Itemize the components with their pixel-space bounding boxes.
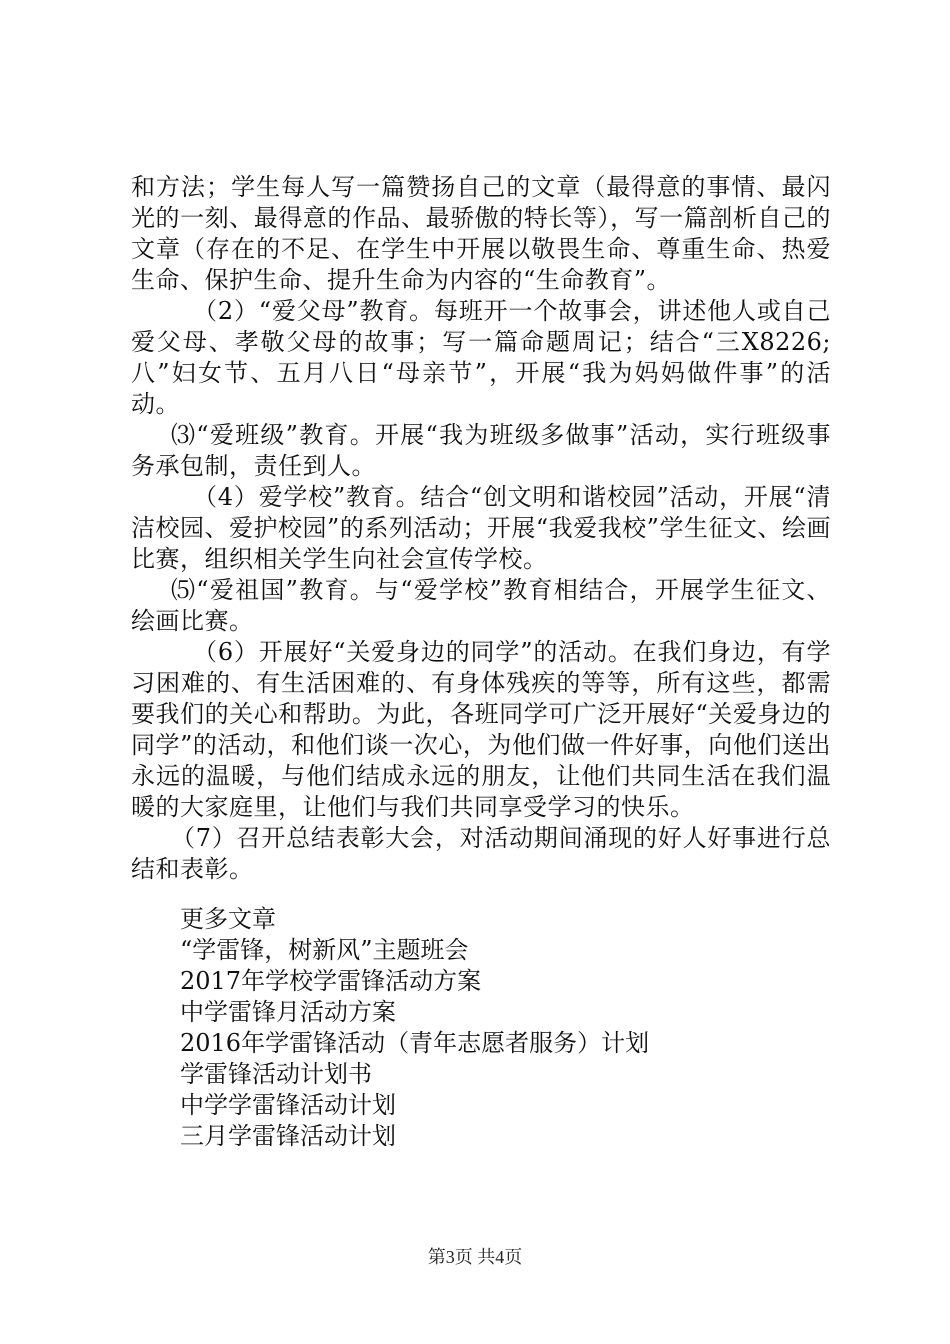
paragraph-intro: 和方法；学生每人写一篇赞扬自己的文章（最得意的事情、最闪光的一刻、最得意的作品、最骄傲的特长等），写一篇剖析自己的文章（存在的不足、在学生中开展以敬畏生命、尊重生命、热爱生命、保护生命、提升生命为内容的“生命教育”。 xyxy=(131,173,831,294)
more-articles-heading: 更多文章 xyxy=(180,905,276,933)
paragraph-care-classmates: （6）开展好“关爱身边的同学”的活动。在我们身边，有学习困难的、有生活困难的、有身体残疾的等等，所有这些，都需要我们的关心和帮助。为此，各班同学可广泛开展好“关爱身边的同学”的活动，和他们谈一次心，为他们做一件好事，向他们送出永远的温暖，与他们结成永远的朋友，让他们共同生活在我们温暖的大家庭里，让他们与我们共同享受学习的快乐。 xyxy=(131,638,831,821)
article-link[interactable]: 2016年学雷锋活动（青年志愿者服务）计划 xyxy=(180,1029,650,1057)
paragraph-love-school: （4）爱学校”教育。结合“创文明和谐校园”活动，开展“清洁校园、爱护校园”的系列活动；开展“我爱我校”学生征文、绘画比赛，组织相关学生向社会宣传学校。 xyxy=(131,483,831,573)
article-link[interactable]: 中学学雷锋活动计划 xyxy=(180,1091,396,1119)
paragraph-love-class: ⑶“爱班级”教育。开展“我为班级多做事”活动，实行班级事务承包制，责任到人。 xyxy=(131,421,831,480)
paragraph-love-parents: （2）“爱父母”教育。每班开一个故事会，讲述他人或自己爱父母、孝敬父母的故事；写一篇命题周记；结合“三X8226;八”妇女节、五月八日“母亲节”，开展“我为妈妈做件事”的活动。 xyxy=(131,297,831,418)
page-footer xyxy=(0,1243,950,1269)
document-body xyxy=(131,172,831,885)
paragraph-summary-meeting: （7）召开总结表彰大会，对活动期间涌现的好人好事进行总结和表彰。 xyxy=(131,824,831,883)
article-link[interactable]: 三月学雷锋活动计划 xyxy=(180,1122,396,1150)
article-link[interactable]: 学雷锋活动计划书 xyxy=(180,1060,372,1088)
article-link[interactable]: “学雷锋，树新风”主题班会 xyxy=(180,936,469,964)
more-articles-section xyxy=(180,904,820,1152)
page-number-label: 第3页 共4页 xyxy=(427,1247,523,1267)
article-link[interactable]: 中学雷锋月活动方案 xyxy=(180,998,396,1026)
paragraph-love-country: ⑸“爱祖国”教育。与“爱学校”教育相结合，开展学生征文、绘画比赛。 xyxy=(131,576,831,635)
article-link[interactable]: 2017年学校学雷锋活动方案 xyxy=(180,967,482,995)
